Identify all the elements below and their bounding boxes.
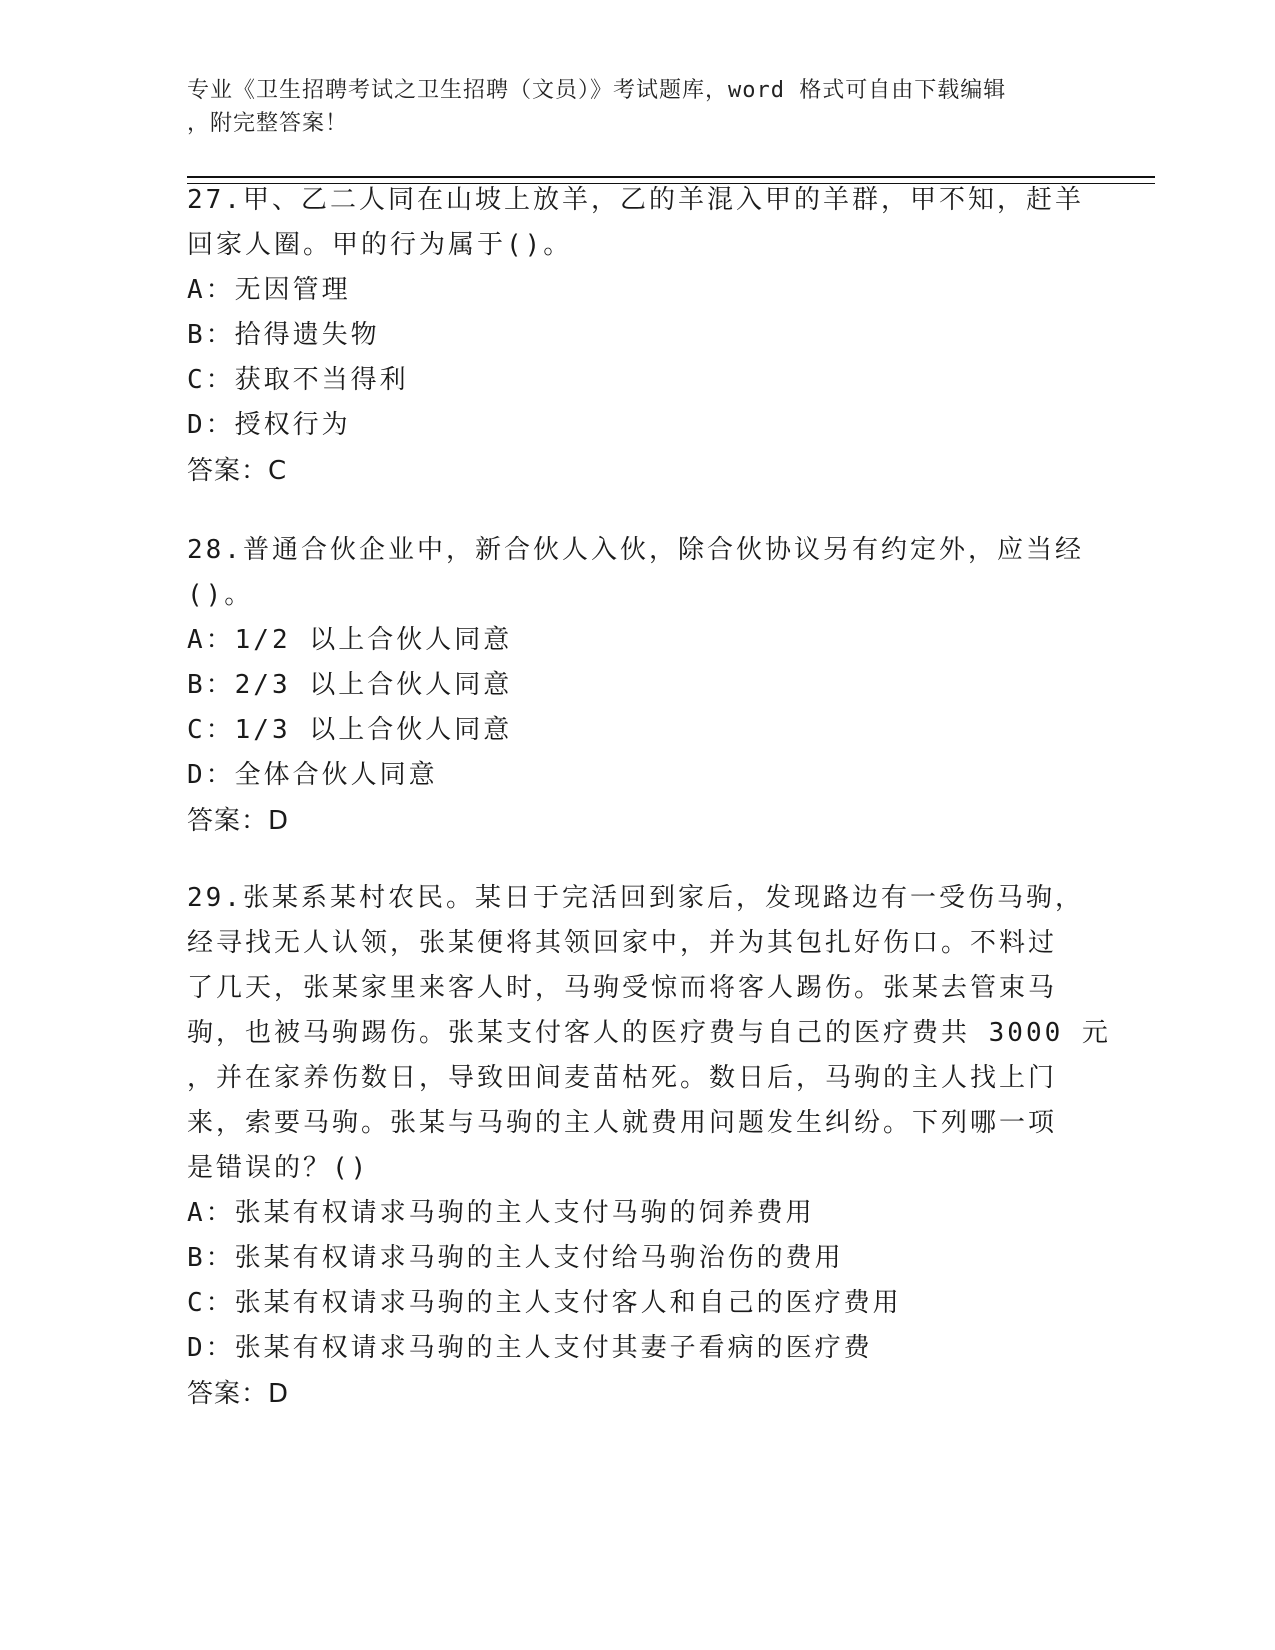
question-stem-line: 了几天，张某家里来客人时，马驹受惊而将客人踢伤。张某去管束马 [187,973,1058,1003]
question-stem-line: 29.张某系某村农民。某日于完活回到家后，发现路边有一受伤马驹， [187,883,1084,913]
question-stem-line: ()。 [187,580,254,610]
option-c: C：张某有权请求马驹的主人支付客人和自己的医疗费用 [187,1288,902,1318]
option-a: A：无因管理 [187,275,351,305]
option-a: A：1/2 以上合伙人同意 [187,625,513,655]
document-header [187,74,1087,140]
question-stem-line: 回家人圈。甲的行为属于()。 [187,230,573,260]
answer-line: 答案：D [187,1379,290,1409]
question-stem-line: 经寻找无人认领，张某便将其领回家中，并为其包扎好伤口。不料过 [187,928,1058,958]
option-b: B：2/3 以上合伙人同意 [187,670,513,700]
option-b: B：拾得遗失物 [187,320,380,350]
question-stem-line: 28.普通合伙企业中，新合伙人入伙，除合伙协议另有约定外，应当经 [187,535,1084,565]
answer-line: 答案：C [187,456,288,486]
question-28 [187,528,1087,844]
header-line-1: 专业《卫生招聘考试之卫生招聘（文员）》考试题库，word 格式可自由下载编辑 [187,78,1007,103]
option-c: C：1/3 以上合伙人同意 [187,715,513,745]
option-b: B：张某有权请求马驹的主人支付给马驹治伤的费用 [187,1243,844,1273]
question-27 [187,178,1087,494]
question-29 [187,876,1111,1417]
question-stem-line: ，并在家养伤数日，导致田间麦苗枯死。数日后，马驹的主人找上门 [187,1063,1058,1093]
option-a: A：张某有权请求马驹的主人支付马驹的饲养费用 [187,1198,815,1228]
question-stem-line: 来，索要马驹。张某与马驹的主人就费用问题发生纠纷。下列哪一项 [187,1108,1058,1138]
header-line-2: ，附完整答案！ [187,111,349,136]
question-stem-line: 是错误的？() [187,1153,370,1183]
option-d: D：张某有权请求马驹的主人支付其妻子看病的医疗费 [187,1333,873,1363]
question-stem-line: 27.甲、乙二人同在山坡上放羊，乙的羊混入甲的羊群，甲不知，赶羊 [187,185,1084,215]
question-stem-line: 驹，也被马驹踢伤。张某支付客人的医疗费与自己的医疗费共 3000 元 [187,1018,1111,1048]
answer-line: 答案：D [187,806,290,836]
option-d: D：全体合伙人同意 [187,760,438,790]
option-d: D：授权行为 [187,410,351,440]
option-c: C：获取不当得利 [187,365,409,395]
